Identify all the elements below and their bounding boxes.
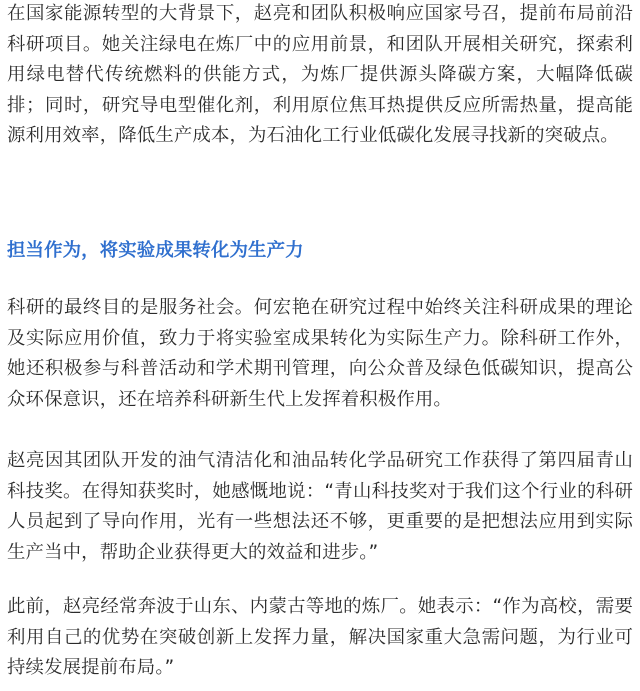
paragraph-research-purpose: 科研的最终目的是服务社会。何宏艳在研究过程中始终关注科研成果的理论及实际应用价值，致力于将实验室成果转化为实际生产力。除科研工作外，她还积极参与科普活动和学术期刊管理，向公众普及绿色低碳知识，提高公众环保意识，还在培养科研新生代上发挥着积极作用。 [7, 297, 633, 410]
section-heading: 担当作为，将实验成果转化为生产力 [7, 240, 304, 261]
paragraph-qingshan-award: 赵亮因其团队开发的油气清洁化和油品转化学品研究工作获得了第四届青山科技奖。在得知获奖时，她感慨地说：“青山科技奖对于我们这个行业的科研人员起到了导向作用，光有一些想法还不够，更重要的是把想法应用到实际生产当中，帮助企业获得更大的效益和进步。” [7, 450, 633, 563]
paragraph-energy-transition: 在国家能源转型的大背景下，赵亮和团队积极响应国家号召，提前布局前沿科研项目。她关注绿电在炼厂中的应用前景，和团队开展相关研究，探索利用绿电替代传统燃料的供能方式，为炼厂提供源头降碳方案，大幅降低碳排；同时，研究导电型催化剂，利用原位焦耳热提供反应所需热量，提高能源利用效率，降低生产成本，为石油化工行业低碳化发展寻找新的突破点。 [7, 3, 633, 147]
paragraph-refinery-visits: 此前，赵亮经常奔波于山东、内蒙古等地的炼厂。她表示：“作为高校，需要利用自己的优势在突破创新上发挥力量，解决国家重大急需问题，为行业可持续发展提前布局。” [7, 596, 633, 679]
